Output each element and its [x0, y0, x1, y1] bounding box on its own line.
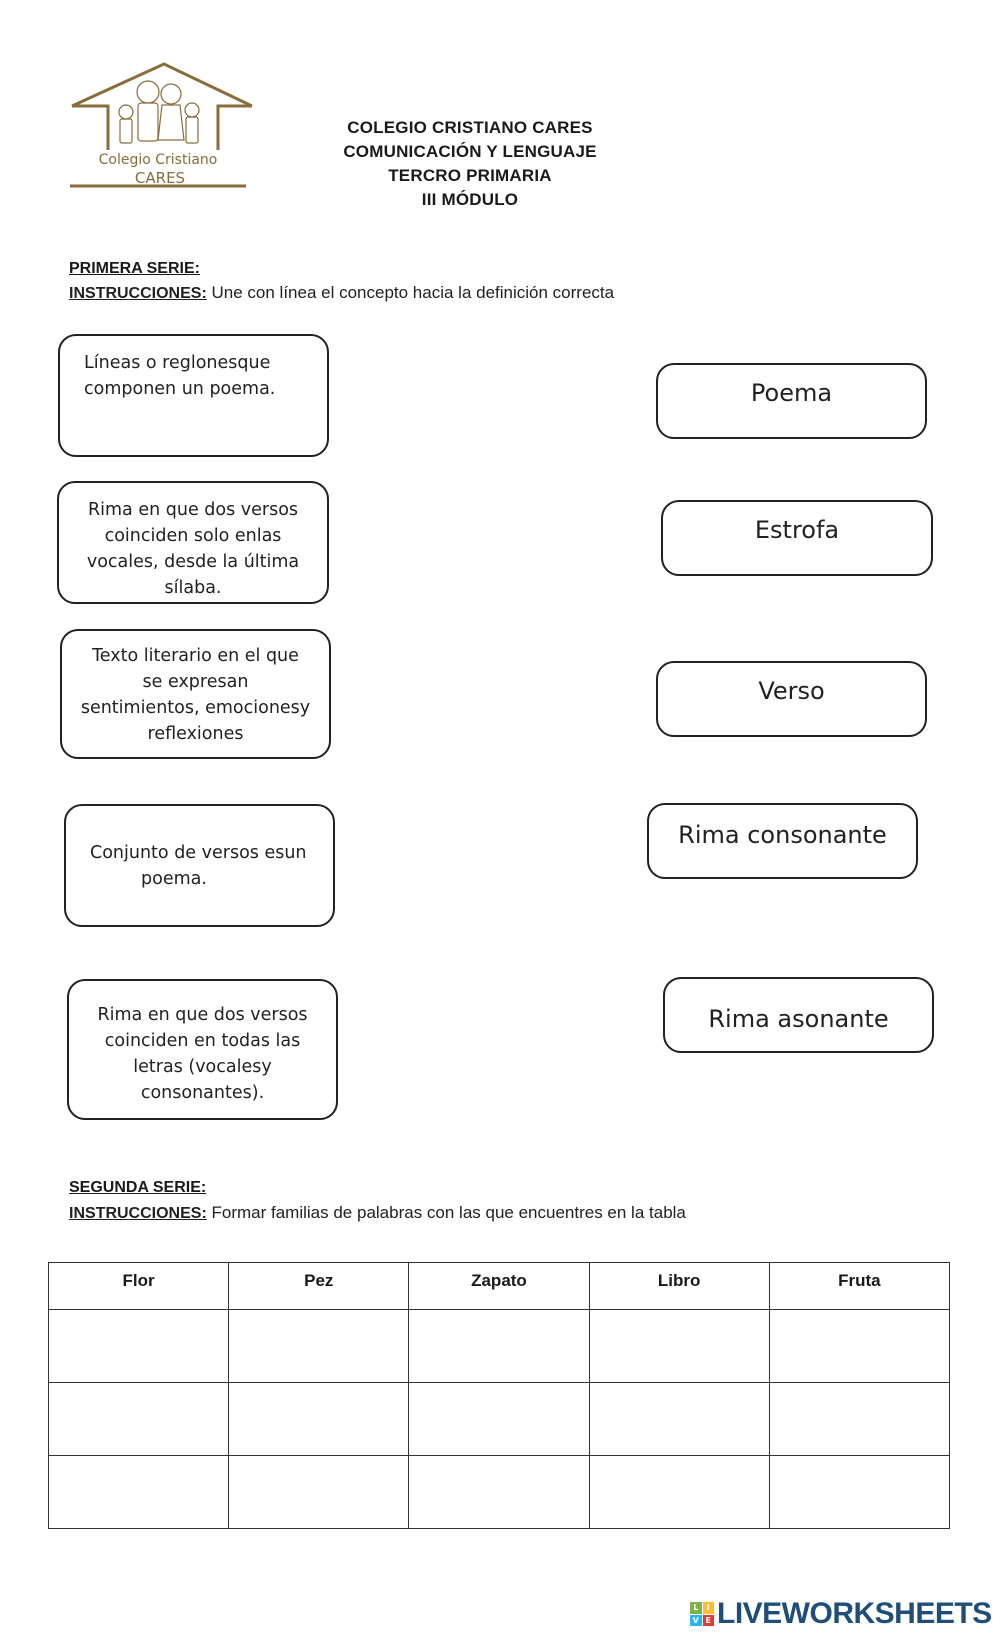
concept-label: Estrofa	[754, 516, 840, 544]
table-cell[interactable]	[409, 1456, 589, 1529]
table-cell[interactable]	[769, 1310, 949, 1383]
concept-label: Verso	[758, 677, 825, 705]
table-header-row	[49, 1263, 950, 1310]
definition-box-1[interactable]	[58, 334, 329, 457]
definition-line: coinciden en todas las	[104, 1031, 301, 1051]
definition-box-2[interactable]	[57, 481, 329, 604]
live-blocks-icon: L I V E	[690, 1602, 714, 1626]
table-cell[interactable]	[769, 1456, 949, 1529]
definition-line: Rima en que dos versos	[87, 500, 299, 520]
brand-text: LIVEWORKSHEETS	[717, 1597, 992, 1630]
liveworksheets-brand	[690, 1598, 992, 1630]
table-cell[interactable]	[589, 1310, 769, 1383]
svg-text:CARES: CARES	[134, 169, 186, 187]
definition-line: vocales, desde la última	[86, 552, 300, 572]
definition-line: Líneas o reglonesque	[84, 353, 271, 373]
table-row	[49, 1310, 950, 1383]
definition-line: sílaba.	[164, 578, 222, 598]
concept-box-estrofa[interactable]	[661, 500, 933, 576]
table-cell[interactable]	[49, 1456, 229, 1529]
school-name: COLEGIO CRISTIANO CARES	[347, 118, 593, 137]
concept-box-verso[interactable]	[656, 661, 927, 737]
table-cell[interactable]	[409, 1383, 589, 1456]
column-header-libro: Libro	[589, 1263, 769, 1310]
table-cell[interactable]	[49, 1383, 229, 1456]
concept-box-rima-consonante[interactable]	[647, 803, 918, 879]
table-cell[interactable]	[229, 1383, 409, 1456]
concept-box-poema[interactable]	[656, 363, 927, 439]
definition-box-3[interactable]	[60, 629, 331, 759]
instructions-label: INSTRUCCIONES:	[69, 285, 207, 302]
concept-box-rima-asonante[interactable]	[663, 977, 934, 1053]
word-family-table	[48, 1262, 950, 1529]
definition-line: componen un poema.	[84, 379, 276, 399]
serie1-title: PRIMERA SERIE:	[69, 260, 200, 277]
concept-label: Poema	[750, 379, 833, 407]
column-header-flor: Flor	[49, 1263, 229, 1310]
column-header-fruta: Fruta	[769, 1263, 949, 1310]
definition-line: Conjunto de versos esun	[90, 843, 307, 863]
grade: TERCRO PRIMARIA	[388, 166, 552, 185]
table-cell[interactable]	[589, 1456, 769, 1529]
definition-line: coinciden solo enlas	[104, 526, 282, 546]
definition-line: poema.	[141, 869, 207, 889]
instructions-text: Formar familias de palabras con las que encuentres en la tabla	[206, 1203, 686, 1222]
school-logo	[68, 62, 254, 198]
definition-line: Texto literario en el que	[92, 646, 299, 666]
definition-line: se expresan	[142, 672, 249, 692]
definition-line: consonantes).	[140, 1083, 265, 1103]
house-family-icon	[68, 62, 254, 198]
serie2-instructions	[69, 1203, 686, 1223]
definition-line: sentimientos, emocionesy	[80, 698, 311, 718]
subject: COMUNICACIÓN Y LENGUAJE	[343, 142, 597, 161]
table-row	[49, 1456, 950, 1529]
column-header-pez: Pez	[229, 1263, 409, 1310]
svg-text:Colegio Cristiano: Colegio Cristiano	[98, 152, 218, 168]
serie2-title: SEGUNDA SERIE:	[69, 1179, 207, 1196]
instructions-text: Une con línea el concepto hacia la definición correcta	[206, 283, 615, 302]
table-cell[interactable]	[769, 1383, 949, 1456]
definition-line: letras (vocalesy	[133, 1057, 272, 1077]
module: III MÓDULO	[421, 190, 519, 209]
table-cell[interactable]	[409, 1310, 589, 1383]
concept-label: Rima consonante	[678, 821, 887, 849]
document-header	[290, 116, 650, 212]
definition-line: Rima en que dos versos	[97, 1005, 308, 1025]
definition-box-5[interactable]	[67, 979, 338, 1120]
table-cell[interactable]	[589, 1383, 769, 1456]
definition-box-4[interactable]	[64, 804, 335, 927]
concept-label: Rima asonante	[708, 1005, 889, 1033]
table-cell[interactable]	[49, 1310, 229, 1383]
table-cell[interactable]	[229, 1310, 409, 1383]
table-cell[interactable]	[229, 1456, 409, 1529]
serie1-instructions	[69, 283, 614, 303]
table-row	[49, 1383, 950, 1456]
instructions-label: INSTRUCCIONES:	[69, 1205, 207, 1222]
definition-line: reflexiones	[147, 724, 244, 744]
column-header-zapato: Zapato	[409, 1263, 589, 1310]
